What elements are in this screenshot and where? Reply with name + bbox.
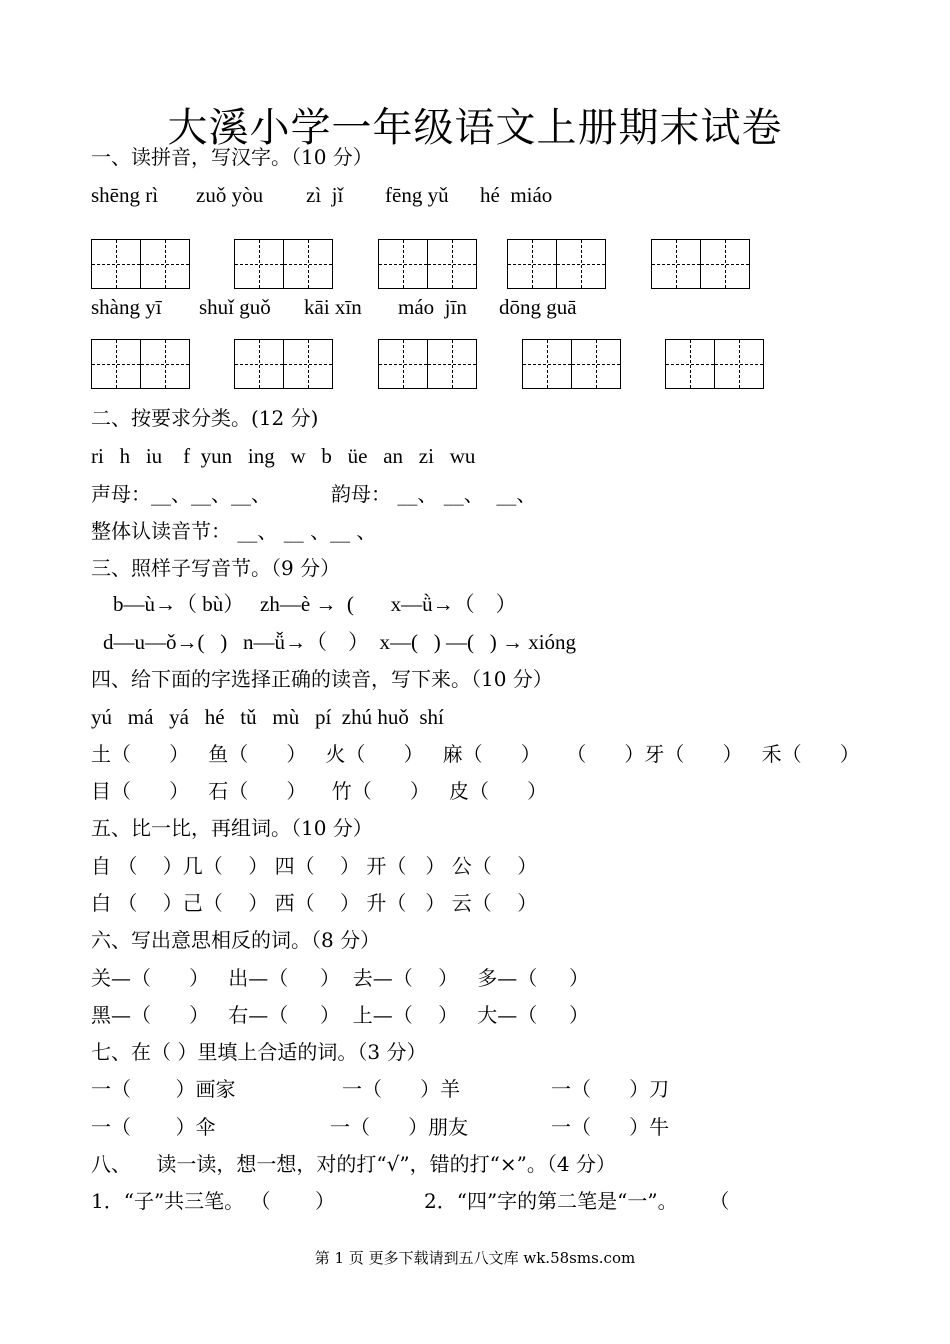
writing-box[interactable] (427, 339, 477, 389)
pinyin-item: shēng rì (91, 183, 159, 207)
writing-box[interactable] (571, 339, 621, 389)
pinyin-item: máo jīn (398, 295, 467, 319)
pinyin-item: shàng yī (91, 295, 162, 319)
antonym-row-1[interactable]: 关—（ ） 出—（ ） 去—（ ） 多—（ ） (91, 966, 590, 990)
writing-box[interactable] (140, 339, 190, 389)
page-footer: 第 1 页 更多下载请到五八文库 wk.58sms.com (314, 1249, 636, 1267)
section-5-heading: 五、比一比，再组词。（10 分） (91, 816, 373, 840)
writing-box[interactable] (714, 339, 764, 389)
measure-word-item[interactable]: 一（ ）牛 (551, 1115, 670, 1139)
section-7-heading: 七、在（ ）里填上合适的词。（3 分） (91, 1040, 427, 1064)
yunmu-blanks[interactable]: 韵母： __、 __、 __、 (331, 482, 537, 506)
page-title: 大溪小学一年级语文上册期末试卷 (167, 105, 783, 151)
writing-box[interactable] (91, 339, 141, 389)
char-reading-row-2[interactable]: 目（ ） 石（ ） 竹（ ） 皮（ ） (91, 779, 548, 803)
section-3-heading: 三、照样子写音节。（9 分） (91, 556, 341, 580)
section-2-heading: 二、按要求分类。(12 分) (91, 406, 319, 430)
char-reading-row-1[interactable]: 土（ ） 鱼（ ） 火（ ） 麻（ ） （ ）牙（ ） 禾（ ） (91, 742, 860, 766)
writing-box[interactable] (427, 239, 477, 289)
section-1-heading: 一、读拼音，写汉字。（10 分） (91, 145, 373, 169)
pinyin-item: hé miáo (480, 183, 553, 207)
pinyin-options: yú má yá hé tǔ mù pí zhú huǒ shí (91, 705, 444, 729)
measure-word-item[interactable]: 一（ ）伞 (91, 1115, 216, 1139)
writing-box[interactable] (283, 239, 333, 289)
shengmu-blanks[interactable]: 声母：__、__、__、 (91, 482, 271, 506)
pinyin-item: fēng yǔ (385, 183, 449, 207)
writing-box[interactable] (556, 239, 606, 289)
true-false-question-2[interactable]: 2．“四”字的第二笔是“一”。 （ (424, 1189, 730, 1213)
pinyin-items: ri h iu f yun ing w b üe an zi wu (91, 444, 476, 468)
compare-row-1[interactable]: 自 （ ）几（ ） 四（ ） 开（ ） 公（ ） (91, 854, 538, 878)
compare-row-2[interactable]: 白 （ ）己（ ） 西（ ） 升（ ） 云（ ） (91, 891, 538, 915)
writing-grid-row-1 (0, 239, 950, 291)
writing-box[interactable] (522, 339, 572, 389)
antonym-row-2[interactable]: 黑—（ ） 右—（ ） 上—（ ） 大—（ ） (91, 1003, 590, 1027)
writing-box[interactable] (665, 339, 715, 389)
pinyin-row-1 (0, 185, 950, 209)
writing-box[interactable] (283, 339, 333, 389)
writing-box[interactable] (234, 339, 284, 389)
writing-box[interactable] (140, 239, 190, 289)
writing-box[interactable] (378, 339, 428, 389)
true-false-question-1[interactable]: 1．“子”共三笔。 （ ） (91, 1189, 336, 1213)
measure-word-item[interactable]: 一（ ）画家 (91, 1077, 236, 1101)
pinyin-item: zuǒ yòu (196, 183, 264, 207)
writing-box[interactable] (378, 239, 428, 289)
pinyin-item: kāi xīn (304, 295, 362, 319)
measure-word-item[interactable]: 一（ ）朋友 (330, 1115, 469, 1139)
syllable-row-1[interactable]: b—ù→（ bù） zh—è → ( x—ǜ→（ ） (113, 592, 517, 616)
syllable-row-2[interactable]: d—u—ǒ→( ) n—ǚ→（ ） x—( ) —( ) → xióng (103, 630, 577, 654)
zhengti-blanks[interactable]: 整体认读音节： __、 __ 、__ 、 (91, 519, 377, 543)
pinyin-item: dōng guā (499, 295, 577, 319)
section-8-heading: 八、 读一读，想一想，对的打“√”，错的打“×”。（4 分） (91, 1152, 616, 1176)
pinyin-item: shuǐ guǒ (199, 295, 271, 319)
writing-box[interactable] (91, 239, 141, 289)
section-6-heading: 六、写出意思相反的词。（8 分） (91, 928, 381, 952)
measure-word-item[interactable]: 一（ ）羊 (342, 1077, 461, 1101)
writing-box[interactable] (507, 239, 557, 289)
pinyin-item: zì jǐ (306, 183, 344, 207)
writing-box[interactable] (651, 239, 701, 289)
pinyin-row-2 (0, 297, 950, 321)
measure-word-item[interactable]: 一（ ）刀 (551, 1077, 670, 1101)
writing-box[interactable] (700, 239, 750, 289)
section-4-heading: 四、给下面的字选择正确的读音，写下来。（10 分） (91, 667, 553, 691)
writing-box[interactable] (234, 239, 284, 289)
writing-grid-row-2 (0, 339, 950, 391)
